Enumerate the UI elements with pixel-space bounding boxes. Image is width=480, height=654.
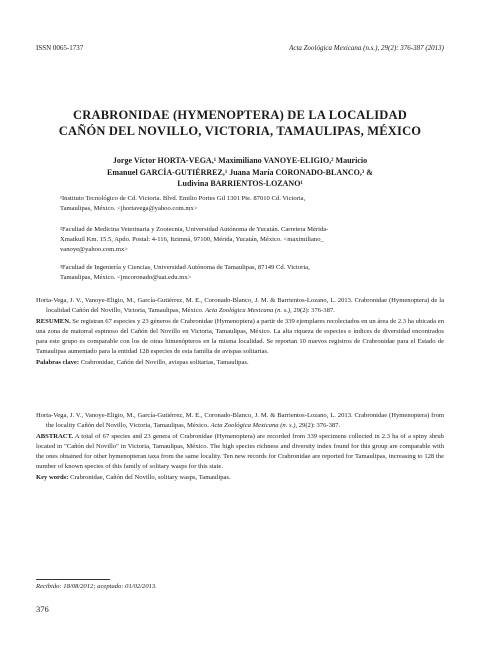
- resumen-section: [36, 296, 444, 368]
- issn: ISSN 0065-1737: [36, 44, 84, 52]
- authors-line-1: Jorge Víctor HORTA-VEGA,¹ Maximiliano VANOYE-ELIGIO,² Mauricio: [112, 156, 368, 165]
- footnote-rule: [36, 579, 110, 580]
- palabras-clave: Palabras clave: Crabronidae, Cañón del Novillo, avispas solitarias, Tamaulipas.: [36, 358, 249, 366]
- key-words: Key words: Crabronidae, Cañón del Novillo, solitary wasps, Tamaulipas.: [36, 473, 231, 481]
- title-line-1: CRABRONIDAE (HYMENOPTERA) DE LA LOCALIDAD: [73, 108, 407, 122]
- page-number: 376: [36, 604, 49, 614]
- received-date: Recibido: 18/08/2012; aceptado: 01/02/2013.: [36, 583, 157, 590]
- affiliation-2: ²Facultad de Medicina Veterinaria y Zootecnia, Universidad Autónoma de Yucatán. Carretera Mérida- Xmatkuil Km. 15.5, Apdo. Postal: 4-116, Itzimná, 97100, Mérida, Yucatán, México. <maximiliano_ vanoye@yahoo.com.mx>: [60, 226, 329, 254]
- title-line-2: CAÑÓN DEL NOVILLO, VICTORIA, TAMAULIPAS, MÉXICO: [58, 124, 422, 138]
- affiliation-3: ³Facultad de Ingeniería y Ciencias, Universidad Autónoma de Tamaulipas, 87149 Cd. Victoria, Tamaulipas, México. <jmcoronado@uat.edu.mx>: [60, 264, 310, 282]
- resumen-citation: Horta-Vega, J. V., Vanoye-Eligio, M., García-Gutiérrez, M. E., Coronado-Blanco, J. M. & Barrientos-Lozano, L. 2013. Crabronidae (Hymenoptera) de la localidad Cañón del Novillo, Victoria, Tamaulipas, México. Acta Zoológica Mexicana (n. s.), 29(2): 376-387.: [36, 297, 444, 315]
- abstract-body: ABSTRACT. A total of 67 species and 23 genera of Crabronidae (Hymenoptera) are recorded from 339 specimens collected in 2.3 ha of a spiny shrub located in "Cañón del Novillo" in Victoria, Tamaulipas, México. The high species richness and diversity index found for this group are comparable with the ones obtained for other hymenopteran taxa from the same locality. Ten new records for Crabronidae are reported for Tamaulipas, increasing to 128 the number of known species of this family of solitary wasps for this state.: [36, 432, 444, 471]
- journal-citation: Acta Zoológica Mexicana (n.s.), 29(2): 376-387 (2013): [289, 44, 444, 52]
- authors-line-3: Ludivina BARRIENTOS-LOZANO¹: [177, 179, 303, 188]
- affiliation-1: ¹Instituto Tecnológico de Cd. Victoria. Blvd. Emilio Portes Gil 1301 Pte. 87010 Cd. Victoria, Tamaulipas, México. <jhortavega@yahoo.com.mx>: [60, 195, 306, 213]
- resumen-body: RESUMEN. Se registran 67 especies y 23 géneros de Crabronidae (Hymenoptera) a partir de 339 ejemplares recolectados en un área de 2.3 ha ubicada en una zona de matorral espinoso del Cañón del Novillo en Victoria, Tamaulipas, México. La alta riqueza de especies e índices de diversidad encontrados para este grupo es comparable con los de otras himenópteros en la misma localidad. Se reportan 10 nuevos registros de Crabronidae para el Estado de Tamaulipas aumentado para la entidad 128 especies de esta familia de avispas solitarias.: [36, 317, 444, 356]
- author-list: [36, 155, 444, 190]
- article-title: [36, 107, 444, 139]
- abstract-citation: Horta-Vega, J. V., Vanoye-Eligio, M., García-Gutiérrez, M. E., Coronado-Blanco, J. M. & Barrientos-Lozano, L. 2013. Crabronidae (Hymenoptera) from the locality Cañón del Novillo, Victoria, Tamaulipas, México. Acta Zoológica Mexicana (n. s.), 29(2): 376-387.: [36, 412, 444, 430]
- running-header: [36, 44, 444, 56]
- abstract-section: [36, 411, 444, 483]
- authors-line-2: Emanuel GARCÍA-GUTIÉRREZ,¹ Juana María CORONADO-BLANCO,³ &: [107, 167, 373, 177]
